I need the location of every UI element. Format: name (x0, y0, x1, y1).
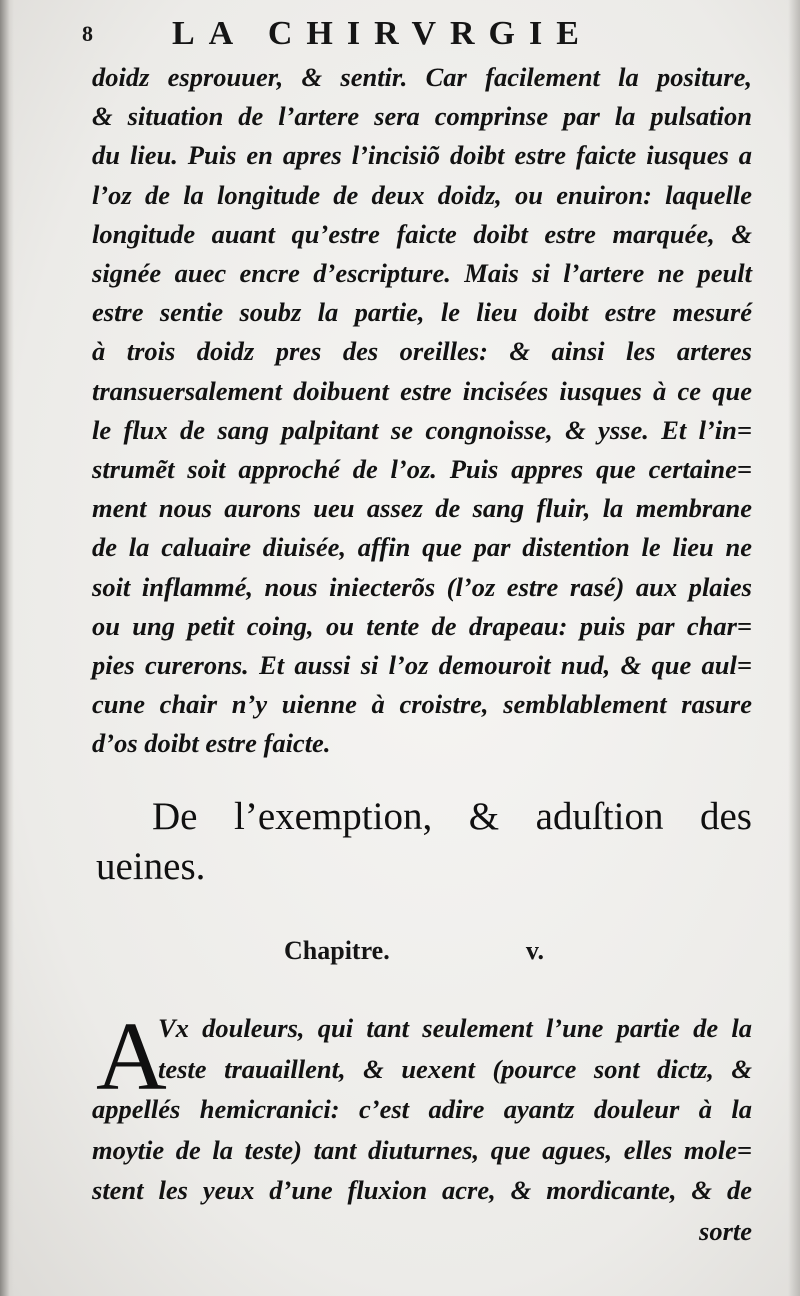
catchword: sorte (699, 1215, 752, 1246)
text-line: ou ung petit coing, ou tente de drapeau: puis par char= (92, 610, 752, 641)
text-line: teste trauaillent, & uexent (pource sont dictz, & (158, 1053, 752, 1084)
paragraph-2 (92, 1003, 752, 1251)
text-line: à trois doidz pres des oreilles: & ainsi les arteres (92, 336, 752, 367)
text-line: du lieu. Puis en apres l’incisiõ doibt estre faicte iusques a (92, 140, 752, 171)
text-line: doidz esprouuer, & sentir. Car facilement la positure, (92, 62, 752, 92)
text-line: longitude auant qu’estre faicte doibt estre marquée, & (92, 218, 752, 249)
text-line: d’os doibt estre faicte. (92, 728, 331, 759)
text-line: soit inflammé, nous iniecterõs (l’oz estre rasé) aux plaies (92, 571, 752, 602)
page-number: 8 (82, 21, 93, 46)
text-line: appellés hemicranici: c’est adire ayantz douleur à la (92, 1094, 752, 1124)
paragraph-1 (92, 58, 752, 764)
running-head: LA CHIRVRGIE (172, 15, 593, 52)
chapter-label: Chapitre. (284, 936, 390, 965)
text-line: l’oz de la longitude de deux doidz, ou enuiron: laquelle (92, 179, 752, 210)
text-line: cune chair n’y uienne à croistre, semblablement rasure (92, 689, 752, 720)
text-line: pies curerons. Et aussi si l’oz demouroit nud, & que aul= (92, 650, 752, 681)
drop-cap: A (96, 1003, 167, 1111)
text-line: Vx douleurs, qui tant seulement l’une partie de la (158, 1013, 752, 1043)
text-line: stent les yeux d’une fluxion acre, & mordicante, & de (92, 1175, 752, 1205)
text-line: estre sentie soubz la partie, le lieu doibt estre mesuré (92, 297, 752, 328)
page-edge-shadow (788, 0, 800, 1296)
text-line: & situation de l’artere sera comprinse par la pulsation (92, 101, 752, 132)
text-line: moytie de la teste) tant diuturnes, que agues, elles mole= (92, 1134, 752, 1165)
text-line: ment nous aurons ueu assez de sang fluir, la membrane (92, 493, 752, 524)
text-line: transuersalement doibuent estre incisées iusques à ce que (92, 375, 752, 406)
text-line: de la caluaire diuisée, affin que par distention le lieu ne (92, 532, 752, 563)
section-title-line: De l’exemption, & aduſtion des (152, 795, 752, 838)
section-title (96, 792, 752, 892)
text-line: signée auec encre d’escripture. Mais si l’artere ne peult (92, 258, 752, 289)
page-gutter-shadow (0, 0, 14, 1296)
text-line: strumẽt soit approché de l’oz. Puis appres que certaine= (92, 454, 752, 485)
chapter-number: v. (525, 936, 544, 965)
text-line: le flux de sang palpitant se congnoisse, & ysse. Et l’in= (92, 414, 752, 445)
page-header (82, 14, 702, 54)
section-title-line: ueines. (96, 845, 206, 888)
chapter-heading (284, 936, 544, 966)
